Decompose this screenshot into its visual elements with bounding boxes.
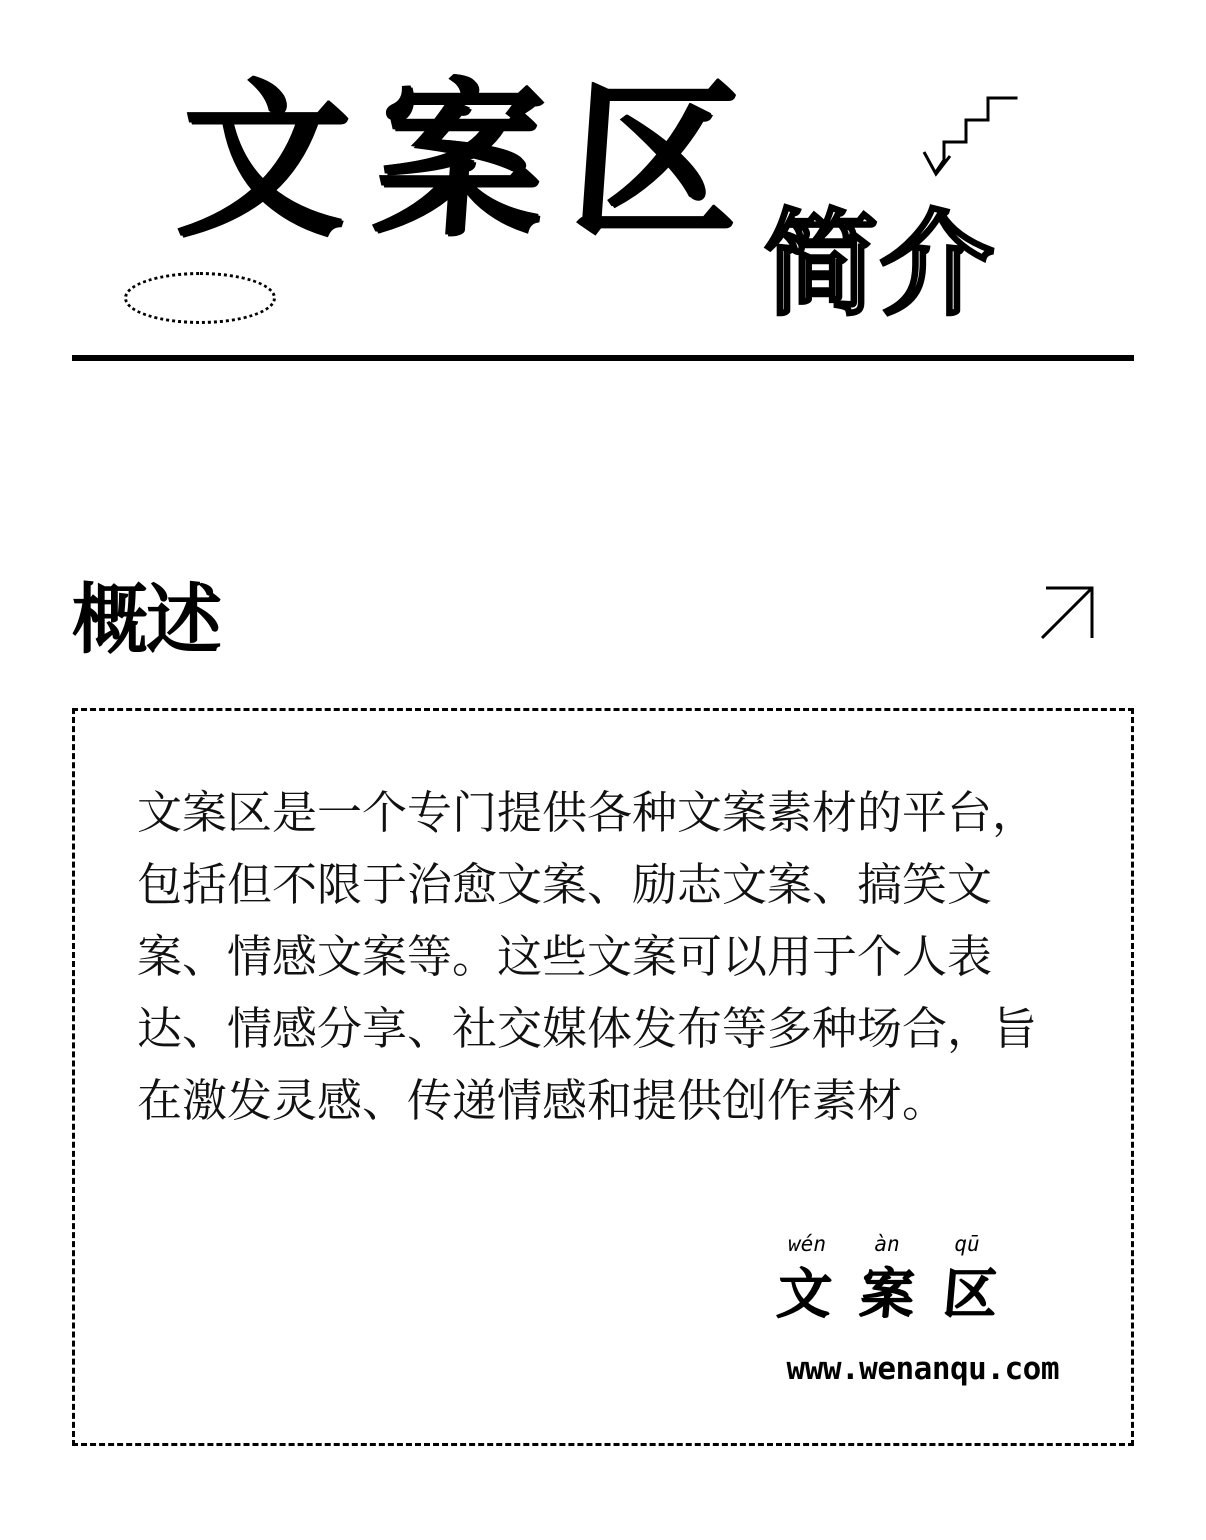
brand-pinyin-1: wén [788,1232,826,1256]
brand-char-1: 文 [774,1261,834,1325]
brand-char-3: 区 [940,1261,1000,1325]
stairs-arrow-icon [918,90,1018,182]
brand-char-2: 案 [857,1261,917,1325]
header-divider [72,355,1134,361]
section-heading: 概述 [72,575,220,664]
body-text: 文案区是一个专门提供各种文案素材的平台，包括但不限于治愈文案、励志文案、搞笑文案、情感文案等。这些文案可以用于个人表达、情感分享、社交媒体发布等多种场合，旨在激发灵感、传递情感和提供创作素材。 [137,786,1038,1127]
arrow-up-right-icon [1038,584,1098,642]
main-title-char-3: 区 [565,61,747,259]
main-title-char-2: 案 [369,61,551,259]
brand-pinyin-3: qū [954,1232,980,1256]
main-title-char-1: 文 [173,61,355,259]
brand-chars [771,1261,1003,1325]
dotted-ellipse-decoration [124,272,276,324]
brand-pinyin-2: àn [874,1232,900,1256]
main-title [173,60,747,260]
brand-logo [765,1223,1025,1333]
content-box [72,708,1134,1446]
brand-url: www.wenanqu.com [786,1351,1059,1387]
brand-pinyin [777,1231,997,1257]
subtitle: 简介 [764,198,997,331]
